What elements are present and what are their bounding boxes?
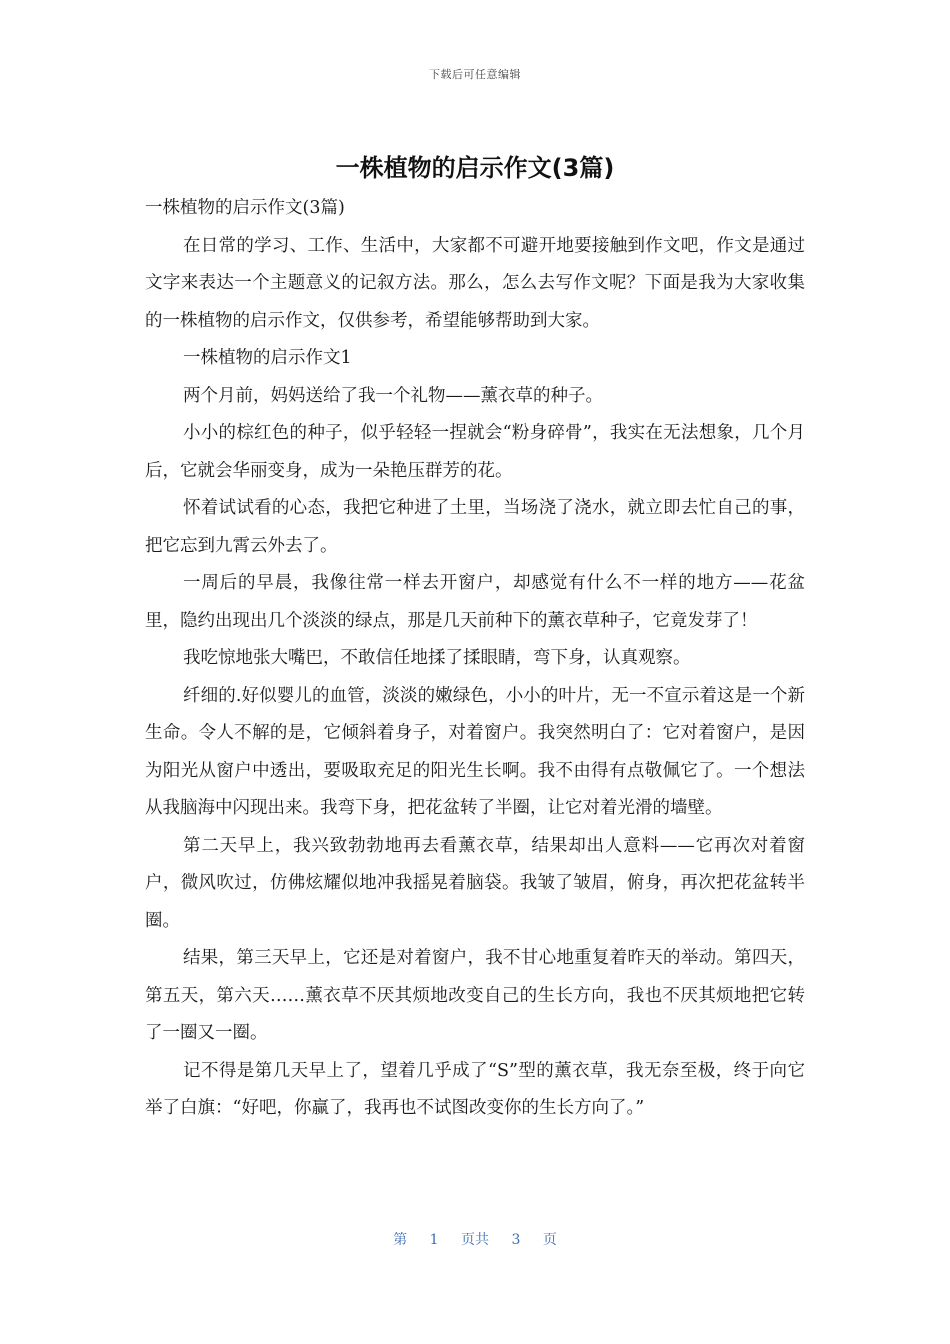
footer-of-label: 页共 bbox=[461, 1232, 489, 1248]
paragraph: 在日常的学习、工作、生活中，大家都不可避开地要接触到作文吧，作文是通过文字来表达一个主题意义的记叙方法。那么，怎么去写作文呢？下面是我为大家收集的一株植物的启示作文，仅供参考，希望能够帮助到大家。 bbox=[145, 235, 805, 331]
paragraph: 我吃惊地张大嘴巴，不敢信任地揉了揉眼睛，弯下身，认真观察。 bbox=[183, 648, 691, 668]
paragraph: 小小的棕红色的种子，似乎轻轻一捏就会“粉身碎骨”，我实在无法想象，几个月后，它就会华丽变身，成为一朵艳压群芳的花。 bbox=[145, 423, 805, 481]
document-body bbox=[145, 190, 805, 1128]
footer-end-label: 页 bbox=[542, 1232, 557, 1248]
footer-page-label: 第 bbox=[393, 1232, 408, 1248]
footer-total-pages: 3 bbox=[511, 1232, 521, 1248]
paragraph: 结果，第三天早上，它还是对着窗户，我不甘心地重复着昨天的举动。第四天，第五天，第六天……薰衣草不厌其烦地改变自己的生长方向，我也不厌其烦地把它转了一圈又一圈。 bbox=[145, 948, 805, 1043]
document-title: 一株植物的启示作文(3篇) bbox=[335, 154, 615, 182]
paragraph: 一株植物的启示作文(3篇) bbox=[145, 198, 345, 218]
paragraph: 一周后的早晨，我像往常一样去开窗户，却感觉有什么不一样的地方——花盆里，隐约出现出几个淡淡的绿点，那是几天前种下的薰衣草种子，它竟发芽了！ bbox=[145, 573, 805, 631]
paragraph: 记不得是第几天早上了，望着几乎成了“S”型的薰衣草，我无奈至极，终于向它举了白旗：“好吧，你赢了，我再也不试图改变你的生长方向了。” bbox=[145, 1060, 805, 1118]
paragraph: 两个月前，妈妈送给了我一个礼物——薰衣草的种子。 bbox=[183, 385, 603, 406]
paragraph: 一株植物的启示作文1 bbox=[183, 348, 352, 368]
footer-current-page: 1 bbox=[429, 1232, 439, 1248]
paragraph: 第二天早上，我兴致勃勃地再去看薰衣草，结果却出人意料——它再次对着窗户，微风吹过，仿佛炫耀似地冲我摇晃着脑袋。我皱了皱眉，俯身，再次把花盆转半圈。 bbox=[145, 835, 805, 931]
header-note: 下载后可任意编辑 bbox=[429, 68, 521, 81]
page-footer bbox=[0, 1229, 950, 1249]
paragraph: 怀着试试看的心态，我把它种进了土里，当场浇了浇水，就立即去忙自己的事，把它忘到九霄云外去了。 bbox=[145, 498, 805, 556]
paragraph: 纤细的.好似婴儿的血管，淡淡的嫩绿色，小小的叶片，无一不宣示着这是一个新生命。令人不解的是，它倾斜着身子，对着窗户。我突然明白了：它对着窗户，是因为阳光从窗户中透出，要吸取充足的阳光生长啊。我不由得有点敬佩它了。一个想法从我脑海中闪现出来。我弯下身，把花盆转了半圈，让它对着光滑的墙壁。 bbox=[145, 685, 805, 818]
